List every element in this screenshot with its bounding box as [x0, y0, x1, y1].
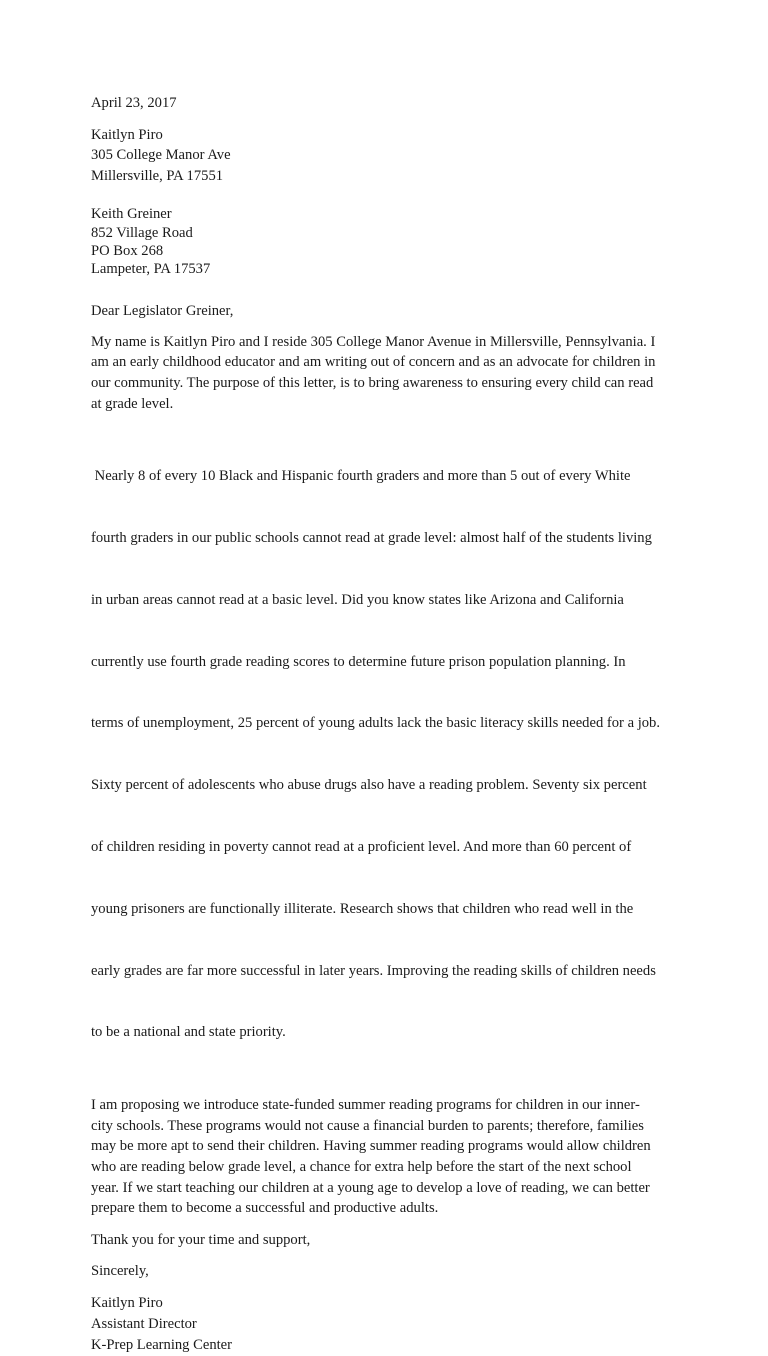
sender-street: 305 College Manor Ave: [91, 147, 231, 164]
paragraph-line: in urban areas cannot read at a basic level. Did you know states like Arizona and California: [91, 591, 624, 608]
recipient-address-block: [91, 205, 683, 278]
paragraph-line: My name is Kaitlyn Piro and I reside 305 College Manor Avenue in Millersville, Pennsylvania. I: [91, 333, 656, 350]
closing: [91, 1230, 683, 1251]
signature-organization: K-Prep Learning Center: [91, 1336, 233, 1353]
sign-off: [91, 1261, 683, 1282]
signature-block: [91, 1293, 683, 1356]
salutation-text: Dear Legislator Greiner,: [91, 303, 234, 320]
paragraph-line: at grade level.: [91, 395, 174, 412]
paragraph-line: fourth graders in our public schools cannot read at grade level: almost half of the students living: [91, 530, 652, 547]
paragraph-line: am an early childhood educator and am writing out of concern and as an advocate for children in: [91, 354, 656, 371]
paragraph-line: may be more apt to send their children. Having summer reading programs would allow children: [91, 1138, 651, 1155]
signature-title: Assistant Director: [91, 1315, 197, 1332]
paragraph-line: prepare them to become a successful and productive adults.: [91, 1200, 439, 1217]
paragraph-line: our community. The purpose of this letter, is to bring awareness to ensuring every child can read: [91, 374, 654, 391]
sender-city: Millersville, PA 17551: [91, 167, 224, 184]
paragraph-line: early grades are far more successful in later years. Improving the reading skills of children needs: [91, 962, 656, 979]
body-paragraph-1: [91, 332, 683, 414]
paragraph-line: to be a national and state priority.: [91, 1024, 286, 1041]
paragraph-line: terms of unemployment, 25 percent of young adults lack the basic literacy skills needed for a job.: [91, 715, 660, 732]
body-paragraph-2: [91, 425, 683, 1084]
paragraph-line: of children residing in poverty cannot read at a proficient level. And more than 60 percent of: [91, 839, 632, 856]
recipient-street: 852 Village Road: [91, 224, 193, 241]
paragraph-line: year. If we start teaching our children at a young age to develop a love of reading, we can better: [91, 1179, 650, 1196]
body-paragraph-3: [91, 1095, 683, 1219]
recipient-city: Lampeter, PA 17537: [91, 260, 211, 277]
recipient-po-box: PO Box 268: [91, 242, 164, 259]
paragraph-line: currently use fourth grade reading scores to determine future prison population planning. In: [91, 653, 626, 670]
sender-address-block: [91, 125, 683, 187]
sender-name: Kaitlyn Piro: [91, 126, 163, 143]
paragraph-line: young prisoners are functionally illiterate. Research shows that children who read well in the: [91, 900, 634, 917]
letter-page: [91, 93, 683, 1356]
date-text: April 23, 2017: [91, 95, 177, 111]
paragraph-line: Nearly 8 of every 10 Black and Hispanic fourth graders and more than 5 out of every White: [91, 468, 631, 485]
letter-date: [91, 93, 683, 114]
recipient-name: Keith Greiner: [91, 206, 172, 223]
paragraph-line: I am proposing we introduce state-funded summer reading programs for children in our inner-: [91, 1097, 640, 1114]
paragraph-line: city schools. These programs would not cause a financial burden to parents; therefore, families: [91, 1117, 644, 1134]
salutation: [91, 301, 683, 322]
paragraph-line: Sixty percent of adolescents who abuse drugs also have a reading problem. Seventy six percent: [91, 777, 647, 794]
sign-off-text: Sincerely,: [91, 1263, 149, 1280]
closing-text: Thank you for your time and support,: [91, 1231, 311, 1248]
signature-name: Kaitlyn Piro: [91, 1294, 163, 1311]
paragraph-line: who are reading below grade level, a chance for extra help before the start of the next school: [91, 1158, 632, 1175]
